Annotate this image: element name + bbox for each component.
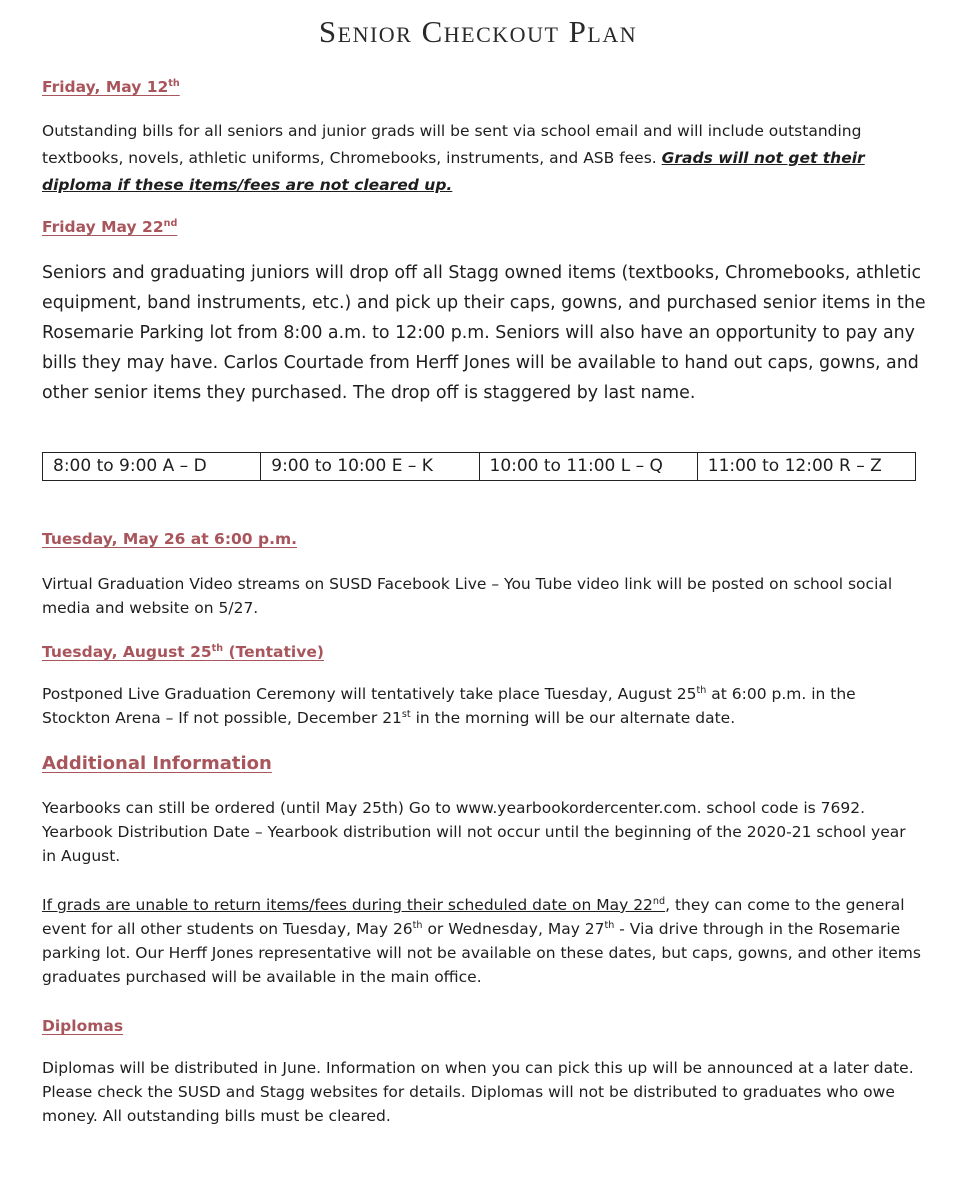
heading-friday-may-12: Friday, May 12th — [42, 77, 180, 96]
schedule-slot-a-d: 8:00 to 9:00 A – D — [43, 453, 261, 480]
schedule-slot-l-q: 10:00 to 11:00 L – Q — [480, 453, 698, 480]
paragraph-virtual-graduation: Virtual Graduation Video streams on SUSD Facebook Live – You Tube video link will be posted on school social media and website on 5/27. — [42, 575, 893, 617]
dropoff-schedule-table — [42, 452, 916, 481]
schedule-slot-e-k: 9:00 to 10:00 E – K — [261, 453, 479, 480]
page-title: Senior Checkout Plan — [318, 14, 638, 49]
paragraph-drop-off: Seniors and graduating juniors will drop off all Stagg owned items (textbooks, Chromebooks, athletic equipment, band instruments, etc.) and pick up their caps, gowns, and purchased senior items in the Rosemarie Parking lot from 8:00 a.m. to 12:00 p.m. Seniors will also have an opportunity to pay any bills they may have. Carlos Courtade from Herff Jones will be available to hand out caps, gowns, and other senior items they purchased. The drop off is staggered by last name. — [42, 263, 926, 403]
heading-tuesday-august-25: Tuesday, August 25th (Tentative) — [42, 642, 324, 661]
diploma-warning: Grads will not get their diploma if these items/fees are not cleared up. — [42, 149, 865, 194]
heading-friday-may-22: Friday May 22nd — [42, 217, 178, 236]
paragraph-outstanding-bills: Outstanding bills for all seniors and junior grads will be sent via school email and will include outstanding textbooks, novels, athletic uniforms, Chromebooks, instruments, and ASB fees. Grads will not get their diploma if these items/fees are not cleared up. — [42, 122, 865, 194]
heading-diplomas: Diplomas — [42, 1017, 124, 1035]
heading-additional-information: Additional Information — [42, 753, 272, 774]
paragraph-yearbooks: Yearbooks can still be ordered (until May 25th) Go to www.yearbookordercenter.com. school code is 7692. Yearbook Distribution Date – Yearbook distribution will not occur until the beginning of the 2020-21 school year in August. — [42, 799, 906, 865]
paragraph-live-ceremony: Postponed Live Graduation Ceremony will tentatively take place Tuesday, August 25th at 6:00 p.m. in the Stockton Arena – If not possible, December 21st in the morning will be our alternate date. — [42, 684, 856, 727]
paragraph-late-return: If grads are unable to return items/fees during their scheduled date on May 22nd, they can come to the general event for all other students on Tuesday, May 26th or Wednesday, May 27th - Via drive through in the Rosemarie parking lot. Our Herff Jones representative will not be available on these dates, but caps, gowns, and other items graduates purchased will be available in the main office. — [42, 895, 921, 986]
heading-tuesday-may-26: Tuesday, May 26 at 6:00 p.m. — [42, 530, 298, 548]
schedule-slot-r-z: 11:00 to 12:00 R – Z — [707, 456, 882, 476]
late-return-condition: If grads are unable to return items/fees during their scheduled date on May 22nd — [42, 895, 666, 914]
paragraph-diplomas: Diplomas will be distributed in June. Information on when you can pick this up will be announced at a later date. Please check the SUSD and Stagg websites for details. Diplomas will not be distributed to graduates who owe money. All outstanding bills must be cleared. — [42, 1059, 914, 1125]
